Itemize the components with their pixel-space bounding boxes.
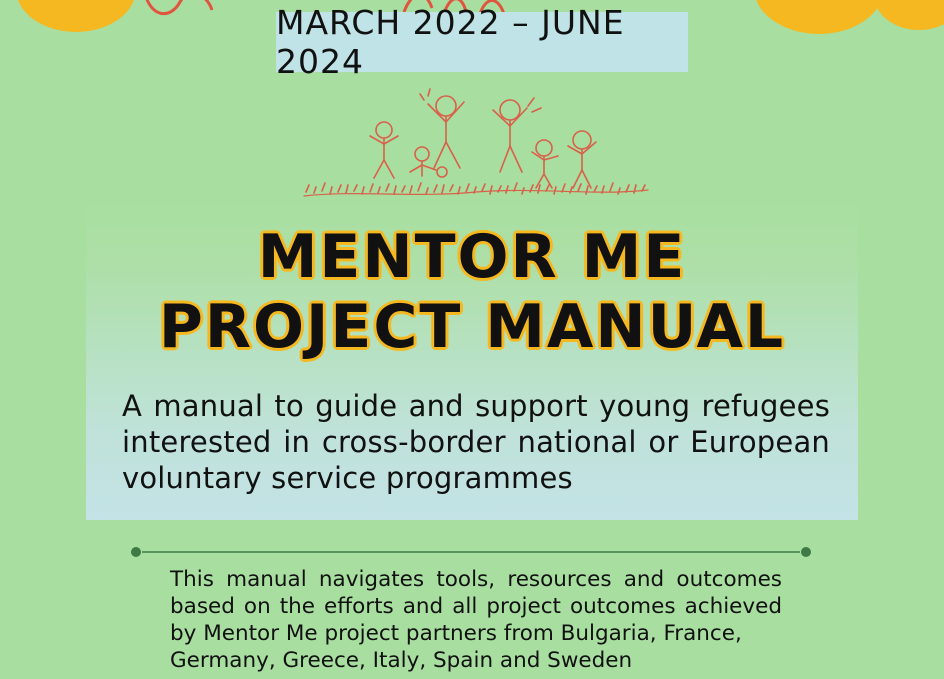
subtitle-text: A manual to guide and support young refugees interested in cross-border national or European voluntary service programmes [122, 389, 830, 495]
decorative-blob-right [754, 0, 884, 34]
title-line-2: PROJECT MANUAL [158, 292, 786, 362]
blurb-block [170, 566, 782, 674]
blurb-main-text: This manual navigates tools, resources and outcomes based on the efforts and all project outcomes achieved by Mentor Me project partners from Bulgaria, France, [170, 567, 782, 646]
divider [130, 546, 812, 558]
decorative-blob-left [16, 0, 136, 32]
decorative-blob-right-corner [874, 0, 944, 30]
date-banner [276, 3, 688, 81]
squiggle-icon-left [140, 0, 220, 24]
title-line-1: MENTOR ME [257, 222, 687, 292]
title-block [86, 222, 858, 362]
main-title-card [86, 204, 858, 520]
date-banner-text: MARCH 2022 – JUNE 2024 [276, 3, 625, 81]
stick-figures-illustration [296, 78, 664, 203]
blurb-last-line: Germany, Greece, Italy, Spain and Sweden [170, 648, 633, 673]
